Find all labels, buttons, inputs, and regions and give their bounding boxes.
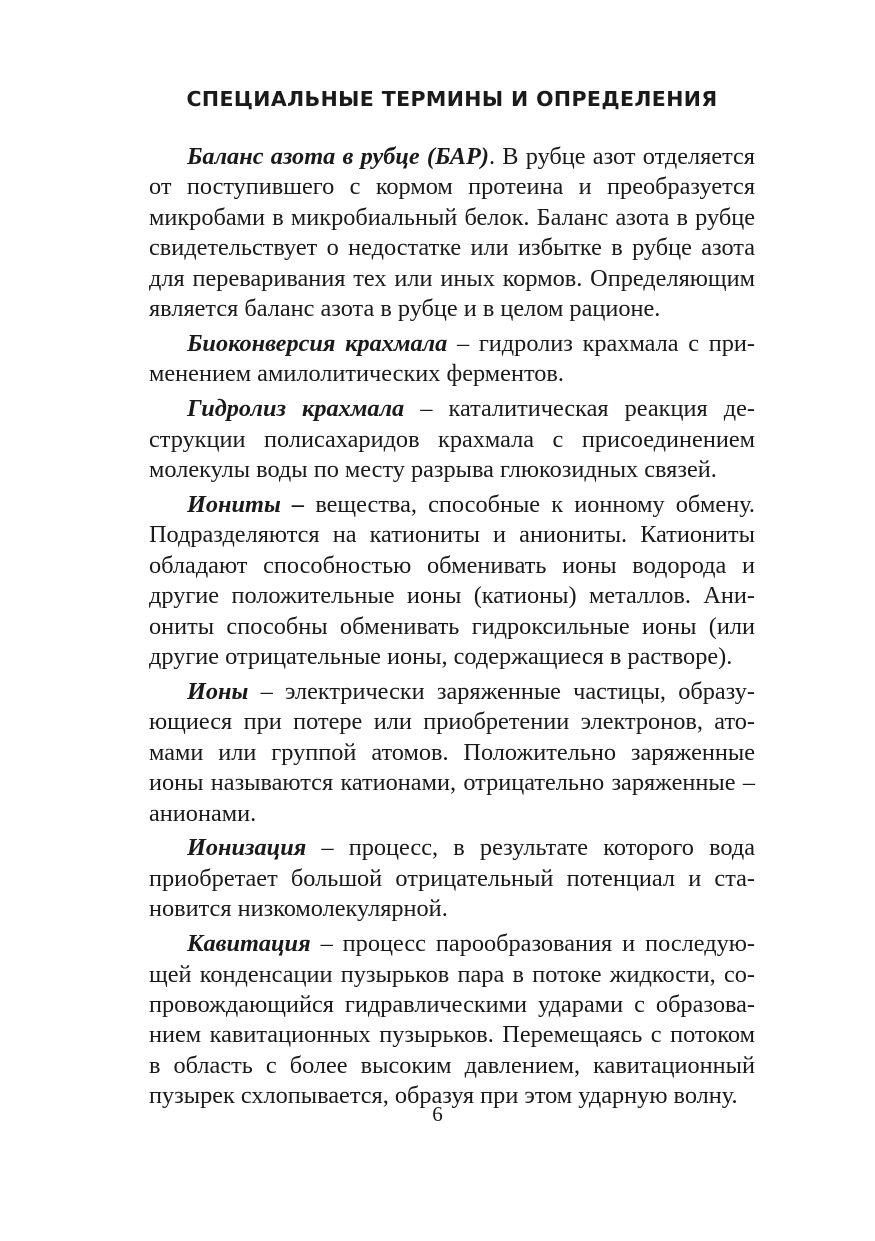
page-content [149,82,755,1116]
glossary-term: Баланс азота в рубце (БАР) [187,143,489,170]
glossary-term: Биоконверсия крахмала [187,329,448,357]
glossary-entry-nitrogen-balance [149,142,755,324]
glossary-definition: вещества, способные к ионному обмену. Подразделяются на катиониты и аниониты. Катиониты обладают способностью обменивать ионы водорода и другие положительные ионы (катионы) металлов. Аниониты способны обменивать гидроксильные ионы (или другие отрицательные ионы, содержащиеся в растворе). [149,490,755,670]
glossary-definition: – процесс, в результате которого вода приобретает большой отрицательный потенциал и становится низкомолекулярной. [149,834,755,923]
glossary-definition: – процесс парообразования и последующей конденсации пузырьков пара в потоке жидкости, сопровождающийся гидравлическими ударами с образованием кавитационных пузырьков. Перемещаясь с потоком в область с более высоким давлением, кавитационный пузырек схлопывается, образуя при этом ударную волну. [149,930,755,1110]
glossary-term: Кавитация [187,930,311,958]
glossary-definition: – гидролиз крахмала с применением амилолитических ферментов. [149,329,755,388]
page-title: СПЕЦИАЛЬНЫЕ ТЕРМИНЫ И ОПРЕДЕЛЕНИЯ [186,87,718,111]
glossary-entry-starch-hydrolysis [149,394,755,485]
glossary-definition: – электрически заряженные частицы, образующиеся при потере или приобретении электронов, атомами или группой атомов. Положительно заряженные ионы называются катионами, отрицательно заряженные – анионами. [149,677,755,827]
glossary-term: Ионы [187,677,249,705]
glossary-entry-ion-exchangers [149,490,755,672]
page-number: 6 [432,1102,443,1126]
glossary-definition: – каталитическая реакция деструкции полисахаридов крахмала с присоединением молекулы воды по месту разрыва глюкозидных связей. [149,395,755,484]
glossary-body [149,142,755,1112]
glossary-term: Ионизация [187,834,307,862]
glossary-entry-ions [149,677,755,829]
glossary-entry-ionization [149,833,755,924]
glossary-term: Гидролиз крахмала [187,395,405,423]
glossary-entry-starch-bioconversion [149,329,755,390]
glossary-entry-cavitation [149,929,755,1111]
glossary-term: Иониты – [187,490,305,518]
glossary-definition: . В рубце азот отделяется от поступившего с кормом протеина и преобразуется микробами в микробиальный белок. Баланс азота в рубце свидетельствует о недостатке или избытке в рубце азота для переваривания тех или иных кормов. Определяющим является баланс азота в рубце и в целом рационе. [149,143,755,323]
